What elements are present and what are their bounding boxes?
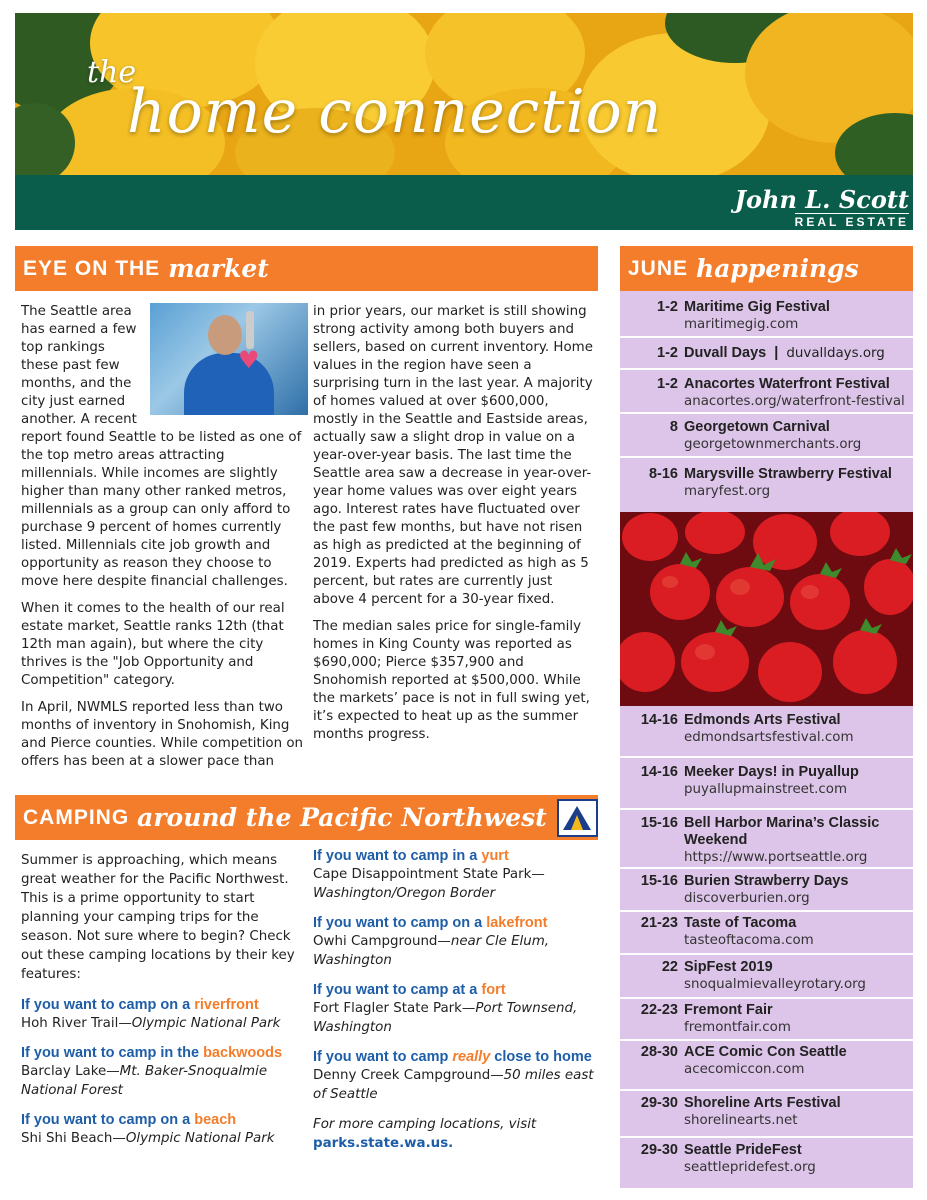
camp-heading-text: If you want to camp in a: [313, 848, 482, 864]
event-date: 28-30: [640, 1044, 678, 1060]
camp-place: Denny Creek Campground—: [313, 1068, 504, 1083]
camp-location: [313, 999, 596, 1037]
camp-location: [313, 865, 596, 903]
header-green-bar: [15, 175, 913, 230]
camp-location: [21, 1014, 303, 1033]
camp-heading-text: If you want to camp in the: [21, 1045, 204, 1061]
event-item: [620, 294, 913, 338]
event-url[interactable]: anacortes.org/waterfront-festival: [684, 394, 905, 409]
event-separator: |: [774, 345, 779, 361]
camping-heading-script: around the Pacific Northwest: [137, 803, 547, 832]
event-item: [620, 810, 913, 869]
camp-heading-text: If you want to camp on a: [313, 915, 487, 931]
camp-heading-text: close to home: [490, 1049, 592, 1065]
event-url[interactable]: snoqualmievalleyrotary.org: [684, 977, 866, 992]
tent-icon: [557, 799, 598, 837]
camp-where: Mt. Baker-Snoqualmie National Forest: [21, 1064, 268, 1098]
event-name: Maritime Gig Festival: [684, 299, 830, 315]
market-paragraph: When it comes to the health of our real estate market, Seattle ranks 12th (that 12th man again), but where the city thrives is the "Job Opportunity and Competition" category.: [21, 601, 285, 688]
event-item: [620, 706, 913, 758]
event-item: [620, 912, 913, 955]
market-paragraph: In April, NWMLS reported less than two months of inventory in Snohomish, King and Pierce counties. While competition on offers has been at a slower pace than: [21, 700, 304, 769]
event-date: 8: [669, 419, 678, 435]
company-logo-subtitle: REAL ESTATE: [794, 215, 909, 229]
market-section-header: [15, 246, 598, 291]
lemon-banner-image: [15, 13, 913, 175]
event-url[interactable]: seattlepridefest.org: [684, 1160, 816, 1175]
market-paragraph: The Seattle area has earned a few top rankings these past few months, and the city just earned another. A recent report found Seattle to be listed as one of the top metro areas attracting millennials. While incomes are slightly higher than many other ranked metros, millennials as a group can only afford to purchase 9 percent of homes currently listed. Millennials cite job growth and opportunity as reason they choose to move here despite financial challenges.: [21, 304, 302, 589]
camp-location: [21, 1062, 303, 1100]
june-section-header: [620, 246, 913, 291]
camp-feature-heading: [313, 914, 596, 932]
event-url[interactable]: tasteoftacoma.com: [684, 933, 814, 948]
strawberries-image: [620, 512, 913, 706]
camp-location: [21, 1129, 303, 1148]
camp-heading-text: If you want to camp at a: [313, 982, 482, 998]
camp-feature-heading: [21, 1111, 303, 1129]
event-name: Georgetown Carnival: [684, 419, 830, 435]
event-name: Duvall Days: [684, 345, 767, 361]
event-date: 21-23: [640, 915, 678, 931]
camp-place: Shi Shi Beach—: [21, 1131, 126, 1146]
event-date: 29-30: [640, 1142, 678, 1158]
june-heading-caps: JUNE: [628, 256, 689, 280]
camp-where: near Cle Elum, Washington: [313, 934, 550, 968]
event-item: [620, 955, 913, 999]
camping-section-header: [15, 795, 598, 840]
camp-feature-heading: [21, 996, 303, 1014]
june-happenings-panel: [620, 246, 913, 1188]
camp-where: Olympic National Park: [131, 1016, 281, 1031]
event-item: [620, 414, 913, 458]
event-url[interactable]: maritimegig.com: [684, 317, 799, 332]
event-date: 14-16: [640, 712, 678, 728]
camp-heading-text: If you want to camp on a: [21, 997, 195, 1013]
market-paragraph: in prior years, our market is still showing strong activity among both buyers and sellers, based on current inventory. Home values in the region have seen a surprising turn in the last year. A majority of homes valued at over $600,000, mostly in the Seattle and Eastside areas, actually saw a slight drop in value on a year-over-year basis. The last time the Seattle area saw a decrease in year-over-year home values was over eight years ago. Interest rates have fluctuated over the past few months, but have not risen as high as predicted at the beginning of 2019. Experts had predicted as high as 5 percent, but rates are currently just above 4 percent for a 30-year fixed.: [313, 304, 593, 607]
camp-keyword: backwoods: [203, 1045, 283, 1061]
event-url[interactable]: georgetownmerchants.org: [684, 437, 862, 452]
event-url[interactable]: edmondsartsfestival.com: [684, 730, 854, 745]
event-date: 22: [661, 959, 678, 975]
parks-link[interactable]: parks.state.wa.us.: [313, 1136, 454, 1151]
event-item: [620, 338, 913, 370]
camp-feature-heading: [313, 1048, 596, 1066]
event-item: [620, 999, 913, 1041]
event-date: 29-30: [640, 1095, 678, 1111]
camp-where: 50 miles east of Seattle: [313, 1068, 594, 1102]
camping-intro: Summer is approaching, which means great weather for the Pacific Northwest. This is a prime opportunity to start planning your camping trips for the season. Not sure where to begin? Check out these camping locations by their key features:: [21, 853, 295, 982]
event-url[interactable]: maryfest.org: [684, 484, 771, 499]
event-date: 1-2: [657, 299, 678, 315]
event-date: 8-16: [648, 466, 678, 482]
event-url[interactable]: fremontfair.com: [684, 1020, 791, 1035]
camp-keyword: yurt: [481, 848, 509, 864]
camping-column-2: [313, 847, 596, 1153]
market-paragraph: The median sales price for single-family homes in King County was reported as $690,000; Pierce $357,900 and Snohomish reported at $500,000. While the markets’ pace is not in full swing yet, it’s expected to heat up as the summer months progress.: [313, 619, 590, 742]
camp-place: Owhi Campground—: [313, 934, 451, 949]
event-name: Seattle PrideFest: [684, 1142, 802, 1158]
event-item: [620, 1138, 913, 1188]
event-url[interactable]: duvalldays.org: [786, 346, 885, 361]
event-url[interactable]: shorelinearts.net: [684, 1113, 798, 1128]
market-column-1: [21, 303, 304, 780]
camp-keyword: fort: [481, 982, 506, 998]
market-heading-caps: EYE ON THE: [23, 256, 161, 280]
event-item: [620, 869, 913, 912]
camp-place: Fort Flagler State Park—: [313, 1001, 476, 1016]
event-item: [620, 1041, 913, 1091]
strawberries-illustration: [620, 512, 913, 706]
camp-where: Washington/Oregon Border: [313, 886, 496, 901]
market-column-2: [313, 303, 595, 753]
newsletter-header: [15, 13, 913, 230]
camp-feature-heading: [313, 981, 596, 999]
camp-keyword: beach: [194, 1112, 237, 1128]
event-name-line: [684, 345, 910, 362]
camp-where: Port Townsend, Washington: [313, 1001, 578, 1035]
newsletter-title: home connection: [127, 77, 663, 147]
event-item: [620, 458, 913, 512]
more-camping-note: [313, 1115, 596, 1153]
event-name: Taste of Tacoma: [684, 915, 797, 931]
camp-heading-text: If you want to camp: [313, 1049, 453, 1065]
camp-heading-text: If you want to camp on a: [21, 1112, 195, 1128]
camping-column-1: [21, 851, 303, 1159]
event-date: 14-16: [640, 764, 678, 780]
camp-place: Hoh River Trail—: [21, 1016, 132, 1031]
event-name: Bell Harbor Marina’s Classic Weekend: [684, 815, 880, 848]
event-name: Marysville Strawberry Festival: [684, 466, 892, 482]
brand-the: the: [87, 55, 137, 90]
event-date: 22-23: [640, 1002, 678, 1018]
june-heading-script: happenings: [696, 254, 859, 283]
event-date: 15-16: [640, 873, 678, 889]
camp-keyword: riverfront: [194, 997, 259, 1013]
camp-location: [313, 932, 596, 970]
camp-place: Barclay Lake—: [21, 1064, 120, 1079]
market-heading-script: market: [168, 254, 269, 283]
company-logo: John L. Scott: [734, 185, 909, 214]
agent-with-keys-photo: [150, 303, 308, 415]
event-date: 1-2: [657, 376, 678, 392]
event-item: [620, 1091, 913, 1138]
event-name: Edmonds Arts Festival: [684, 712, 841, 728]
camp-keyword: really: [452, 1049, 491, 1065]
camp-place: Cape Disappointment State Park—: [313, 867, 545, 882]
event-url[interactable]: acecomiccon.com: [684, 1062, 805, 1077]
event-item: [620, 370, 913, 414]
camping-heading-caps: CAMPING: [23, 805, 130, 829]
event-url[interactable]: https://www.portseattle.org: [684, 850, 868, 865]
event-name: Shoreline Arts Festival: [684, 1095, 841, 1111]
event-name: Meeker Days! in Puyallup: [684, 764, 859, 780]
event-name: ACE Comic Con Seattle: [684, 1044, 847, 1060]
camp-location: [313, 1066, 596, 1104]
camp-feature-heading: [313, 847, 596, 865]
event-name: SipFest 2019: [684, 959, 773, 975]
event-name: Burien Strawberry Days: [684, 873, 849, 889]
camp-feature-heading: [21, 1044, 303, 1062]
event-date: 1-2: [657, 345, 678, 361]
event-item: [620, 758, 913, 810]
event-url[interactable]: discoverburien.org: [684, 891, 810, 906]
event-date: 15-16: [640, 815, 678, 831]
camp-where: Olympic National Park: [125, 1131, 275, 1146]
heart-keychain-icon: ♥: [238, 346, 260, 374]
event-name: Anacortes Waterfront Festival: [684, 376, 890, 392]
more-camping-text: For more camping locations, visit: [313, 1117, 537, 1132]
camp-keyword: lakefront: [486, 915, 548, 931]
event-name: Fremont Fair: [684, 1002, 773, 1018]
event-url[interactable]: puyallupmainstreet.com: [684, 782, 848, 797]
